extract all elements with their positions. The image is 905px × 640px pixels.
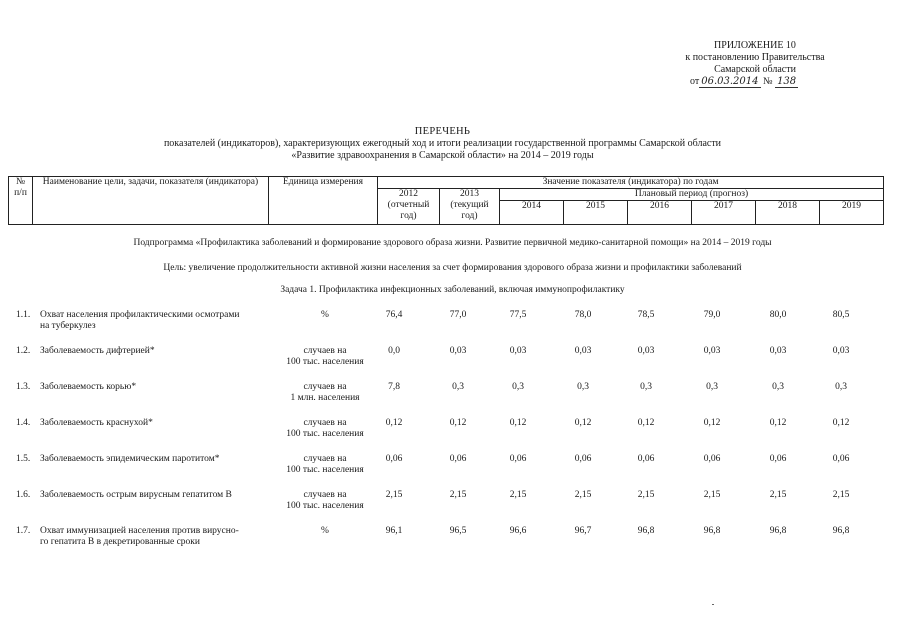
unit-of-measure	[270, 490, 380, 512]
header-year: 2015	[564, 201, 628, 225]
header-year: 2016	[628, 201, 692, 225]
unit-line: 100 тыс. населения	[286, 465, 364, 475]
indicator-value: 96,8	[769, 526, 787, 536]
indicator-value: 0,0	[388, 346, 400, 356]
indicator-name-line: го гепатита В в декретированные сроки	[40, 537, 200, 547]
indicator-value: 0,12	[637, 418, 655, 428]
indicator-value: 78,0	[574, 310, 592, 320]
unit-of-measure	[270, 310, 380, 321]
indicator-name	[40, 382, 280, 393]
indicator-name	[40, 526, 280, 548]
indicator-value: 76,4	[385, 310, 403, 320]
header-year: 2018	[756, 201, 820, 225]
indicator-name-line: Заболеваемость дифтерией*	[40, 346, 155, 356]
row-number: 1.5.	[16, 454, 31, 464]
indicator-value: 0,3	[706, 382, 718, 392]
subprogram-heading: Подпрограмма «Профилактика заболеваний и формирование здорового образа жизни. Развитие первичной медико-санитарной помощи» на 2014 – 2019 годы	[133, 238, 772, 248]
header-unit: Единица измерения	[269, 177, 378, 225]
header-plan-period: Плановый период (прогноз)	[500, 189, 884, 201]
appendix-header	[660, 40, 850, 88]
indicator-value: 2,15	[509, 490, 527, 500]
header-values: Значение показателя (индикатора) по годам	[378, 177, 884, 189]
indicator-value: 0,03	[703, 346, 721, 356]
title-heading: ПЕРЕЧЕНЬ	[414, 126, 471, 137]
indicator-value: 96,1	[385, 526, 403, 536]
indicator-value: 0,12	[832, 418, 850, 428]
indicator-value: 2,15	[574, 490, 592, 500]
unit-line: 100 тыс. населения	[286, 357, 364, 367]
indicator-value: 96,5	[449, 526, 467, 536]
indicator-value: 2,15	[637, 490, 655, 500]
header-num: № п/п	[9, 177, 33, 225]
indicator-value: 2,15	[703, 490, 721, 500]
appendix-label: ПРИЛОЖЕНИЕ 10	[714, 40, 796, 51]
indicator-value: 0,12	[449, 418, 467, 428]
indicator-value: 96,6	[509, 526, 527, 536]
indicator-value: 0,06	[449, 454, 467, 464]
indicator-value: 96,8	[832, 526, 850, 536]
indicator-value: 0,3	[512, 382, 524, 392]
indicator-value: 0,03	[574, 346, 592, 356]
indicator-name-line: Заболеваемость краснухой*	[40, 418, 153, 428]
indicator-value: 0,06	[703, 454, 721, 464]
indicator-value: 0,3	[452, 382, 464, 392]
number-label: №	[763, 76, 773, 87]
header-year: 2017	[692, 201, 756, 225]
row-number: 1.7.	[16, 526, 31, 536]
unit-line: случаев на	[303, 418, 347, 428]
indicator-value: 2,15	[769, 490, 787, 500]
row-number: 1.2.	[16, 346, 31, 356]
indicator-value: 0,12	[509, 418, 527, 428]
indicator-value: 96,8	[703, 526, 721, 536]
unit-line: случаев на	[303, 382, 347, 392]
indicator-value: 0,03	[637, 346, 655, 356]
indicator-value: 0,12	[574, 418, 592, 428]
header-year: 2019	[820, 201, 884, 225]
unit-line: 100 тыс. населения	[286, 501, 364, 511]
unit-line: случаев на	[303, 346, 347, 356]
indicator-value: 0,3	[640, 382, 652, 392]
row-number: 1.1.	[16, 310, 31, 320]
unit-of-measure	[270, 454, 380, 476]
unit-line: 100 тыс. населения	[286, 429, 364, 439]
indicator-value: 7,8	[388, 382, 400, 392]
indicator-name-line: на туберкулез	[40, 321, 96, 331]
indicator-value: 0,03	[832, 346, 850, 356]
indicator-value: 0,12	[769, 418, 787, 428]
indicator-name-line: Охват иммунизацией населения против вирусно-	[40, 526, 239, 536]
scan-speck	[712, 604, 714, 605]
indicator-value: 0,06	[509, 454, 527, 464]
unit-of-measure	[270, 526, 380, 537]
indicator-name-line: Охват населения профилактическими осмотрами	[40, 310, 240, 320]
title-line-2: «Развитие здравоохранения в Самарской области» на 2014 – 2019 годы	[291, 150, 594, 161]
indicator-value: 80,5	[832, 310, 850, 320]
unit-line: %	[321, 526, 329, 536]
row-number: 1.6.	[16, 490, 31, 500]
title-line-1: показателей (индикаторов), характеризующих ежегодный ход и итоги реализации государственной программы Самарской области	[163, 138, 722, 149]
indicator-name-line: Заболеваемость корью*	[40, 382, 137, 392]
indicator-name	[40, 310, 280, 332]
indicator-value: 77,5	[509, 310, 527, 320]
indicator-value: 0,06	[769, 454, 787, 464]
indicator-value: 0,3	[577, 382, 589, 392]
indicator-value: 0,12	[385, 418, 403, 428]
document-title	[80, 126, 805, 162]
indicator-value: 79,0	[703, 310, 721, 320]
indicator-value: 0,06	[385, 454, 403, 464]
header-2013: 2013 (текущий год)	[440, 189, 500, 225]
indicator-value: 0,3	[772, 382, 784, 392]
handwritten-number: 138	[777, 76, 797, 87]
indicator-value: 0,06	[832, 454, 850, 464]
header-name: Наименование цели, задачи, показателя (индикатора)	[33, 177, 269, 225]
goal-heading: Цель: увеличение продолжительности активной жизни населения за счет формирования здорового образа жизни и профилактики заболеваний	[163, 263, 742, 273]
appendix-decree: к постановлению Правительства	[685, 52, 825, 63]
appendix-date-number	[660, 76, 850, 88]
table-header	[8, 176, 884, 225]
unit-of-measure	[270, 418, 380, 440]
indicator-value: 80,0	[769, 310, 787, 320]
indicator-name	[40, 490, 280, 501]
indicator-value: 0,03	[509, 346, 527, 356]
indicator-name	[40, 346, 280, 357]
header-year: 2014	[500, 201, 564, 225]
indicator-value: 77,0	[449, 310, 467, 320]
row-number: 1.4.	[16, 418, 31, 428]
task-heading: Задача 1. Профилактика инфекционных заболеваний, включая иммунопрофилактику	[280, 285, 625, 295]
appendix-region: Самарской области	[714, 64, 796, 75]
indicator-name	[40, 454, 280, 465]
unit-of-measure	[270, 346, 380, 368]
indicator-value: 0,12	[703, 418, 721, 428]
indicator-value: 96,7	[574, 526, 592, 536]
indicator-value: 0,03	[769, 346, 787, 356]
unit-line: %	[321, 310, 329, 320]
unit-line: случаев на	[303, 454, 347, 464]
indicator-value: 2,15	[449, 490, 467, 500]
date-prefix: от	[690, 76, 700, 87]
indicator-value: 96,8	[637, 526, 655, 536]
indicator-value: 0,03	[449, 346, 467, 356]
row-number: 1.3.	[16, 382, 31, 392]
indicator-name-line: Заболеваемость острым вирусным гепатитом В	[40, 490, 232, 500]
handwritten-date: 06.03.2014	[701, 76, 759, 87]
header-2012: 2012 (отчетный год)	[378, 189, 440, 225]
unit-line: 1 млн. населения	[290, 393, 360, 403]
indicator-value: 0,06	[637, 454, 655, 464]
indicator-name-line: Заболеваемость эпидемическим паротитом*	[40, 454, 220, 464]
indicator-value: 2,15	[385, 490, 403, 500]
indicator-value: 0,06	[574, 454, 592, 464]
indicator-value: 2,15	[832, 490, 850, 500]
indicator-name	[40, 418, 280, 429]
indicator-value: 0,3	[835, 382, 847, 392]
indicator-value: 78,5	[637, 310, 655, 320]
unit-line: случаев на	[303, 490, 347, 500]
unit-of-measure	[270, 382, 380, 404]
